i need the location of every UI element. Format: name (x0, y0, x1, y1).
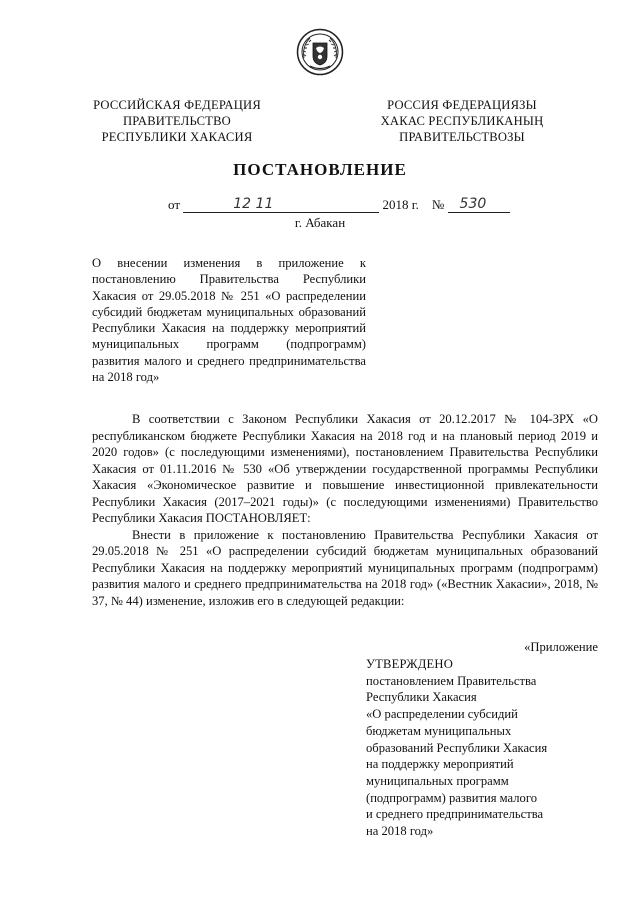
date-field (183, 197, 379, 213)
date-number-line (168, 197, 510, 213)
number-handwritten: 530 (459, 196, 487, 212)
approved-line: и среднего предпринимательства (366, 807, 544, 822)
header-left-line: ПРАВИТЕЛЬСТВО (123, 114, 231, 128)
approved-line: образований Республики Хакасия (366, 740, 548, 755)
city-label: г. Абакан (294, 215, 346, 230)
body-paragraph: В соответствии с Законом Республики Хакасия от 20.12.2017 № 104-ЗРХ «О республиканском бюджете Республики Хакасия на 2018 год и на плановый период 2019 и 2020 годов» (с последующими изменениями), постановлением Правительства Республики Хакасия от 01.11.2016 № 530 «Об утверждении государственной программы Республики Хакасия «Экономическое развитие и повышение инвестиционной привлекательности Республики Хакасия (2017–2021 годы)» (с последующими изменениями) Правительство Республики Хакасия ПОСТАНОВЛЯЕТ: (92, 412, 598, 525)
number-field (448, 197, 510, 213)
approved-line: на поддержку мероприятий (366, 757, 514, 772)
header-right-line: ПРАВИТЕЛЬСТВОЗЫ (399, 130, 525, 144)
approved-line: муниципальных программ (366, 773, 509, 788)
year-text: 2018 г. (382, 197, 419, 212)
body-paragraph: Внести в приложение к постановлению Правительства Республики Хакасия от 29.05.2018 № 251 «О распределении субсидий бюджетам муниципальных образований Республики Хакасия на поддержку мероприятий муниципальных программ (подпрограмм) развития малого и среднего предпринимательства на 2018 год» («Вестник Хакасии», 2018, № 37, № 44) изменение, изложив его в следующей редакции: (92, 527, 598, 608)
approved-line: бюджетам муниципальных (366, 723, 512, 738)
coat-of-arms-emblem-icon (296, 28, 344, 76)
subject-block: О внесении изменения в приложение к постановлению Правительства Республики Хакасия от 29.05.2018 № 251 «О распределении субсидий бюджетам муниципальных образований Республики Хакасия на поддержку мероприятий муниципальных программ (подпрограмм) развития малого и среднего предпринимательства на 2018 год» (92, 256, 366, 385)
approved-block (366, 656, 598, 840)
approved-line: постановлением Правительства (366, 673, 537, 688)
header-right-line: ХАКАС РЕСПУБЛИКАНЫҢ (380, 114, 544, 128)
approved-line: «О распределении субсидий (366, 707, 518, 722)
date-handwritten: 12 11 (233, 196, 274, 212)
appendix-label: «Приложение (524, 640, 598, 654)
document-title: ПОСТАНОВЛЕНИЕ (233, 160, 407, 179)
header-left-line: РЕСПУБЛИКИ ХАКАСИЯ (101, 130, 253, 144)
date-prefix: от (168, 197, 181, 212)
approved-head: УТВЕРЖДЕНО (366, 657, 454, 671)
body-text (92, 411, 598, 609)
approved-line: Республики Хакасия (366, 690, 477, 705)
approved-line: на 2018 год» (366, 824, 434, 839)
header-right-block (362, 97, 562, 145)
header-left-block (78, 97, 276, 145)
header-right-line: РОССИЯ ФЕДЕРАЦИЯЗЫ (387, 98, 537, 112)
approved-line: (подпрограмм) развития малого (366, 790, 537, 805)
header-left-line: РОССИЙСКАЯ ФЕДЕРАЦИЯ (93, 98, 261, 112)
number-sign: № (431, 197, 445, 212)
